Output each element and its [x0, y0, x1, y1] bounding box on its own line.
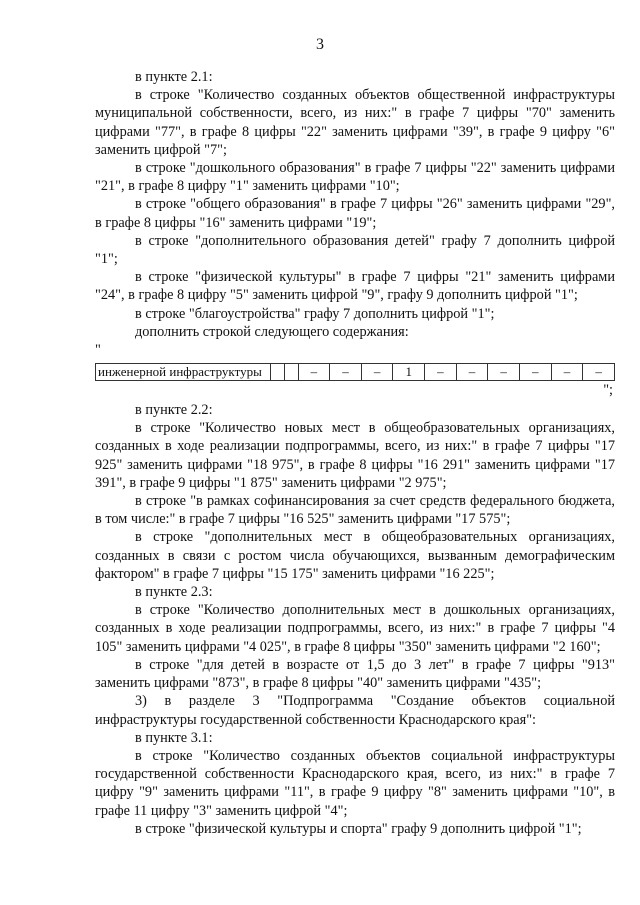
- paragraph: в строке "Количество дополнительных мест в дошкольных организациях, созданных в ходе реализации подпрограммы, всего, из них:" в графе 7 цифры "4 105" заменить цифрами "4 025", в графе 8 цифры "350" заменить цифрами "2 160";: [95, 602, 615, 655]
- paragraph: в строке "физической культуры и спорта" графу 9 дополнить цифрой "1";: [135, 820, 582, 837]
- paragraph: в строке "Количество созданных объектов социальной инфраструктуры государственной собственности Краснодарского края, всего, из них:" в графе 7 цифру "9" заменить цифрами "11", в графе 9 цифру "8" заменить цифрами "10", в графе 11 цифру "3" заменить цифрой "4";: [95, 747, 615, 819]
- table-cell: 1: [393, 364, 425, 381]
- paragraph: дополнить строкой следующего содержания:: [135, 323, 409, 340]
- paragraph: в пункте 2.1:: [135, 69, 213, 85]
- paragraph: в строке "Количество созданных объектов общественной инфраструктуры муниципальной собственности, всего, из них:" в графе 7 цифры "70" заменить цифрами "77", в графе 8 цифры "22" заменить цифрами "39", в графе 9 цифру "6" заменить цифрой "7";: [95, 87, 615, 158]
- paragraph: в пункте 3.1:: [135, 729, 213, 746]
- table-cell: [284, 364, 298, 381]
- table-row: [96, 364, 615, 381]
- paragraph: в строке "физической культуры" в графе 7 цифры "21" заменить цифрами "24", в графе 8 цифру "5" заменить цифрой "9", графу 9 дополнить цифрой "1";: [95, 269, 615, 304]
- table-cell: –: [456, 364, 488, 381]
- quote-close: ";: [603, 382, 613, 399]
- table-cell: –: [551, 364, 583, 381]
- paragraph: в строке "общего образования" в графе 7 цифры "26" заменить цифрами "29", в графе 8 цифры "16" заменить цифрами "19";: [95, 196, 615, 231]
- table-cell: –: [583, 364, 615, 381]
- paragraph: в строке "для детей в возрасте от 1,5 до 3 лет" в графе 7 цифры "913" заменить цифрами "873", в графе 8 цифры "40" заменить цифрами "435";: [95, 656, 615, 692]
- table-cell: –: [330, 364, 362, 381]
- amendments-section-a: [95, 68, 615, 341]
- page-number: 3: [316, 36, 324, 53]
- paragraph: 3) в разделе 3 "Подпрограмма "Создание объектов социальной инфраструктуры государственной собственности Краснодарского края":: [95, 693, 615, 728]
- table-cell: –: [488, 364, 520, 381]
- paragraph: в строке "дошкольного образования" в графе 7 цифры "22" заменить цифрами "21", в графе 8 цифру "1" заменить цифрами "10";: [95, 160, 615, 195]
- quote-open: ": [95, 342, 101, 359]
- amendments-section-b: [95, 401, 615, 838]
- row-name-cell: инженерной инфраструктуры: [96, 364, 271, 381]
- table-cell: –: [425, 364, 457, 381]
- paragraph: в строке "дополнительного образования детей" графу 7 дополнить цифрой "1";: [95, 232, 615, 268]
- paragraph: в строке "в рамках софинансирования за счет средств федерального бюджета, в том числе:" в графе 7 цифры "16 525" заменить цифрами "17 575";: [95, 493, 615, 528]
- paragraph: в строке "благоустройства" графу 7 дополнить цифрой "1";: [135, 305, 495, 322]
- paragraph: в пункте 2.2:: [135, 402, 213, 419]
- paragraph: в пункте 2.3:: [135, 584, 213, 601]
- inserted-row-table: [95, 363, 615, 381]
- paragraph: в строке "дополнительных мест в общеобразовательных организациях, созданных в связи с ростом числа обучающихся, вызванным демографическим фактором" в графе 7 цифры "15 175" заменить цифрами "16 225";: [95, 529, 615, 582]
- paragraph: в строке "Количество новых мест в общеобразовательных организациях, созданных в ходе реализации подпрограммы, всего, из них:" в графе 7 цифры "17 925" заменить цифрами "18 975", в графе 8 цифры "16 291" заменить цифрами "17 391", в графе 9 цифры "1 875" заменить цифрами "2 975";: [95, 420, 615, 491]
- table-cell: –: [519, 364, 551, 381]
- table-cell: [271, 364, 285, 381]
- table-cell: –: [361, 364, 393, 381]
- document-body: [95, 68, 615, 838]
- table-cell: –: [298, 364, 330, 381]
